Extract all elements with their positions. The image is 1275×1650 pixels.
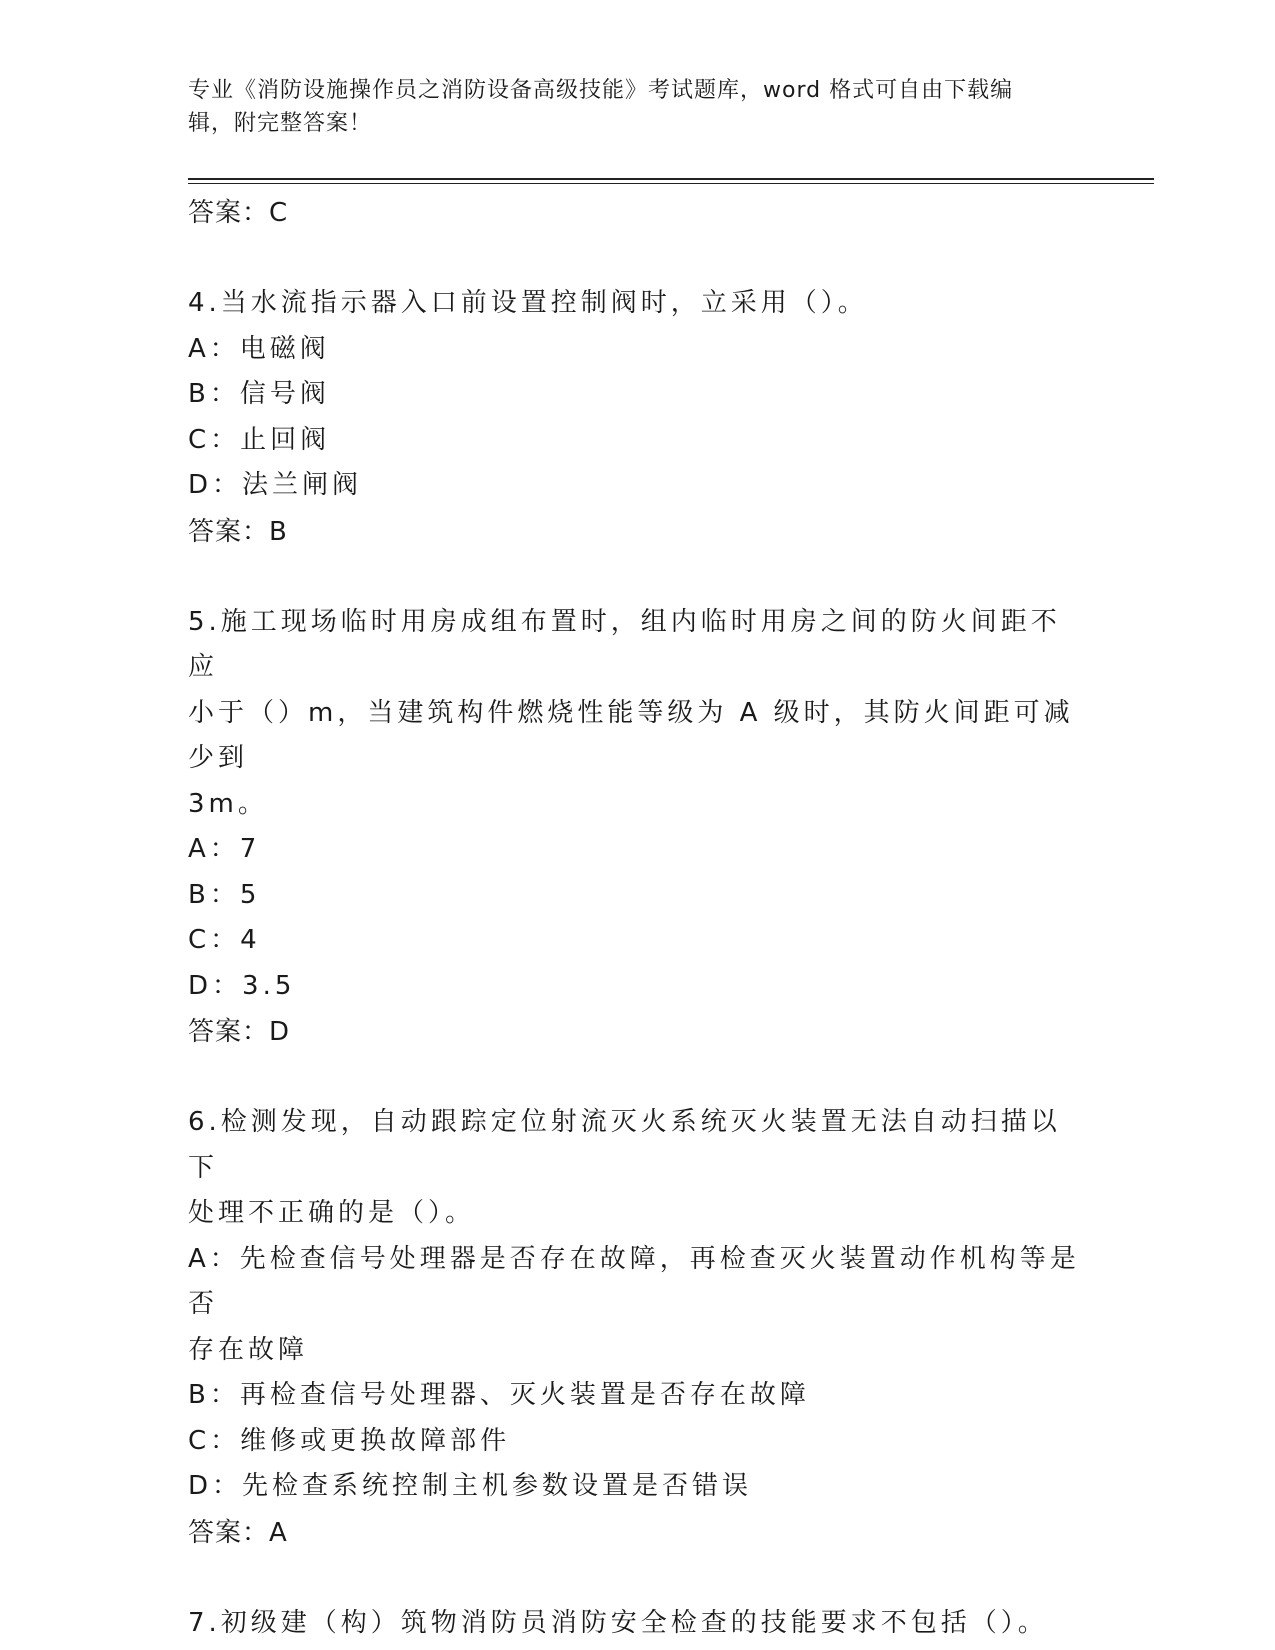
question-text-line-3: 3m。 (188, 788, 268, 819)
option-c: C：4 (188, 925, 261, 955)
option-d: D：3.5 (188, 970, 296, 1001)
spacer (188, 236, 1088, 281)
spacer (188, 1055, 1088, 1100)
option-a-continuation: 存在故障 (188, 1334, 309, 1365)
question-6 (188, 1100, 1088, 1556)
header-line-1: 专业《消防设施操作员之消防设备高级技能》考试题库，word 格式可自由下载编 (188, 78, 1014, 103)
header-line-2: 辑，附完整答案！ (188, 111, 373, 136)
header-divider-thin (188, 183, 1154, 184)
option-c: C：止回阀 (188, 424, 331, 455)
question-4 (188, 281, 1088, 555)
question-text-line-2: 小于（）m，当建筑构件燃烧性能等级为 A 级时，其防火间距可减少到 (188, 697, 1074, 773)
option-a: A：7 (188, 834, 261, 864)
answer: 答案：D (188, 1017, 291, 1047)
answer-previous: 答案：C (188, 198, 289, 228)
option-d: D：法兰闸阀 (188, 470, 363, 500)
question-list (188, 190, 1088, 1646)
question-text: 7.初级建（构）筑物消防员消防安全检查的技能要求不包括（）。 (188, 1607, 1048, 1638)
question-text: 4.当水流指示器入口前设置控制阀时，立采用（）。 (188, 288, 868, 318)
header-divider-thick (188, 178, 1154, 180)
question-7 (188, 1601, 1088, 1647)
page-header (188, 74, 1088, 140)
question-5 (188, 600, 1088, 1056)
question-text-line-1: 6.检测发现，自动跟踪定位射流灭火系统灭火装置无法自动扫描以下 (188, 1107, 1061, 1183)
spacer (188, 1556, 1088, 1601)
option-a: A：电磁阀 (188, 333, 330, 364)
answer: 答案：A (188, 1517, 288, 1548)
question-text-line-2: 处理不正确的是（）。 (188, 1198, 476, 1228)
answer: 答案：B (188, 516, 288, 547)
option-b: B：再检查信号处理器、灭火装置是否存在故障 (188, 1380, 810, 1410)
question-text-line-1: 5.施工现场临时用房成组布置时，组内临时用房之间的防火间距不应 (188, 606, 1061, 682)
option-a: A：先检查信号处理器是否存在故障，再检查灭火装置动作机构等是否 存在故障 (188, 1237, 1088, 1374)
option-d: D：先检查系统控制主机参数设置是否错误 (188, 1471, 753, 1501)
option-b: B：5 (188, 879, 261, 910)
option-b: B：信号阀 (188, 379, 330, 409)
spacer (188, 555, 1088, 600)
option-c: C：维修或更换故障部件 (188, 1425, 511, 1456)
